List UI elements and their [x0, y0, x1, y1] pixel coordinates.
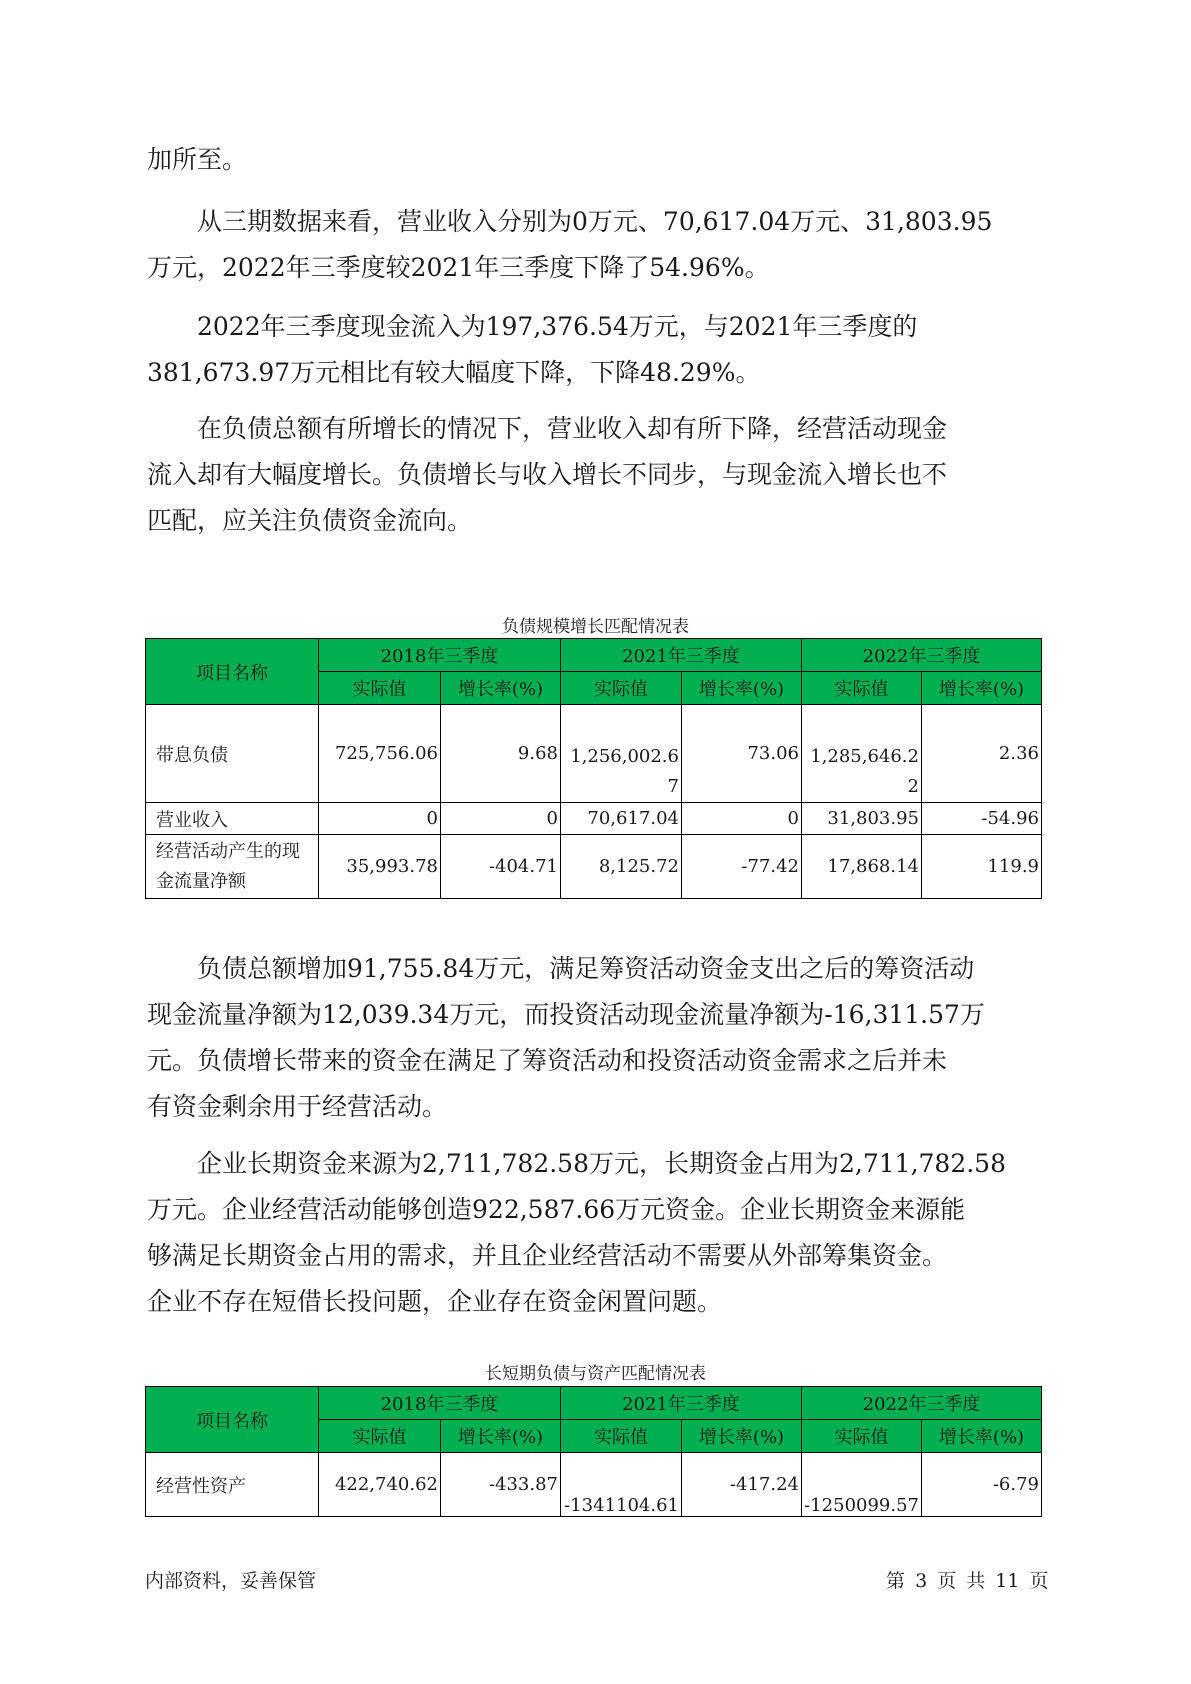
table-cell: 31,803.95 [802, 803, 922, 835]
table-cell: 725,756.06 [319, 705, 441, 803]
table-cell: -404.71 [441, 835, 561, 899]
table-cell: 1,285,646.2 2 [802, 705, 922, 803]
table-cell: 119.9 [922, 835, 1042, 899]
page-total: 11 [995, 1570, 1020, 1592]
growth-rate-header: 增长率(%) [441, 672, 561, 705]
period-header: 2018年三季度 [319, 639, 561, 672]
page-indicator [886, 1566, 1049, 1593]
table-cell: 1,256,002.6 7 [561, 705, 682, 803]
growth-rate-header: 增长率(%) [682, 1420, 802, 1453]
table-cell: 8,125.72 [561, 835, 682, 899]
table-caption: 负债规模增长匹配情况表 [502, 617, 689, 637]
actual-value-header: 实际值 [561, 672, 682, 705]
paragraph [147, 199, 1067, 291]
table-cell: -1250099.57 [802, 1453, 922, 1517]
text-line: 万元。企业经营活动能够创造922,587.66万元资金。企业长期资金来源能 [147, 1195, 966, 1224]
paragraph [147, 304, 1067, 396]
table-cell: 2.36 [922, 705, 1042, 803]
period-header: 2021年三季度 [561, 639, 802, 672]
paragraph [147, 406, 1067, 544]
table-cell: 0 [682, 803, 802, 835]
text-line: 企业长期资金来源为2,711,782.58万元，长期资金占用为2,711,782.58 [197, 1149, 1006, 1178]
table-cell: -1341104.61 [561, 1453, 682, 1517]
period-header: 2022年三季度 [802, 1387, 1042, 1420]
text-line: 加所至。 [147, 145, 248, 174]
text-line: 万元，2022年三季度较2021年三季度下降了54.96%。 [147, 253, 770, 282]
actual-value-header: 实际值 [319, 672, 441, 705]
table-cell: 70,617.04 [561, 803, 682, 835]
table-row [146, 705, 1042, 803]
text-line: 现金流量净额为12,039.34万元，而投资活动现金流量净额为-16,311.57万 [147, 1000, 985, 1029]
paragraph [147, 1141, 1067, 1325]
table-caption: 长短期负债与资产匹配情况表 [485, 1364, 706, 1384]
actual-value-header: 实际值 [319, 1420, 441, 1453]
growth-rate-header: 增长率(%) [682, 672, 802, 705]
table-row [146, 803, 1042, 835]
growth-rate-header: 增长率(%) [441, 1420, 561, 1453]
text-line: 在负债总额有所增长的情况下，营业收入却有所下降，经营活动现金 [197, 414, 948, 443]
page-prefix: 第 [886, 1570, 906, 1592]
row-label: 经营活动产生的现 金流量净额 [146, 835, 319, 899]
period-header: 2021年三季度 [561, 1387, 802, 1420]
table-cell: -77.42 [682, 835, 802, 899]
text-line: 流入却有大幅度增长。负债增长与收入增长不同步，与现金流入增长也不 [147, 460, 948, 489]
row-label: 营业收入 [146, 803, 319, 835]
text-line: 负债总额增加91,755.84万元，满足筹资活动资金支出之后的筹资活动 [197, 954, 975, 983]
text-line: 够满足长期资金占用的需求，并且企业经营活动不需要从外部筹集资金。 [147, 1241, 948, 1270]
text-line: 从三期数据来看，营业收入分别为0万元、70,617.04万元、31,803.95 [197, 207, 993, 236]
item-name-header: 项目名称 [146, 639, 319, 705]
text-line: 2022年三季度现金流入为197,376.54万元，与2021年三季度的 [197, 312, 918, 341]
growth-rate-header: 增长率(%) [922, 672, 1042, 705]
page-mid: 页 共 [937, 1570, 986, 1592]
table-cell: 422,740.62 [319, 1453, 441, 1517]
table-cell: 0 [319, 803, 441, 835]
long-short-term-table [145, 1386, 1042, 1517]
table-cell: 35,993.78 [319, 835, 441, 899]
table-row [146, 835, 1042, 899]
table-cell: 9.68 [441, 705, 561, 803]
debt-growth-table [145, 638, 1042, 899]
paragraph [147, 137, 1067, 183]
actual-value-header: 实际值 [802, 1420, 922, 1453]
table-cell: 0 [441, 803, 561, 835]
row-label: 经营性资产 [146, 1453, 319, 1517]
period-header: 2018年三季度 [319, 1387, 561, 1420]
table-cell: 73.06 [682, 705, 802, 803]
text-line: 有资金剩余用于经营活动。 [147, 1092, 448, 1121]
item-name-header: 项目名称 [146, 1387, 319, 1453]
footer-confidential-note: 内部资料，妥善保管 [145, 1570, 317, 1592]
growth-rate-header: 增长率(%) [922, 1420, 1042, 1453]
text-line: 匹配，应关注负债资金流向。 [147, 506, 473, 535]
table-cell: -433.87 [441, 1453, 561, 1517]
page-number: 3 [915, 1570, 928, 1592]
table-cell: -54.96 [922, 803, 1042, 835]
table-cell: 17,868.14 [802, 835, 922, 899]
actual-value-header: 实际值 [561, 1420, 682, 1453]
period-header: 2022年三季度 [802, 639, 1042, 672]
actual-value-header: 实际值 [802, 672, 922, 705]
table-row [146, 1453, 1042, 1517]
row-label: 带息负债 [146, 705, 319, 803]
table-cell: -6.79 [922, 1453, 1042, 1517]
text-line: 381,673.97万元相比有较大幅度下降，下降48.29%。 [147, 358, 761, 387]
text-line: 元。负债增长带来的资金在满足了筹资活动和投资活动资金需求之后并未 [147, 1046, 948, 1075]
page-suffix: 页 [1029, 1570, 1049, 1592]
paragraph [147, 946, 1067, 1130]
text-line: 企业不存在短借长投问题，企业存在资金闲置问题。 [147, 1287, 723, 1316]
table-cell: -417.24 [682, 1453, 802, 1517]
